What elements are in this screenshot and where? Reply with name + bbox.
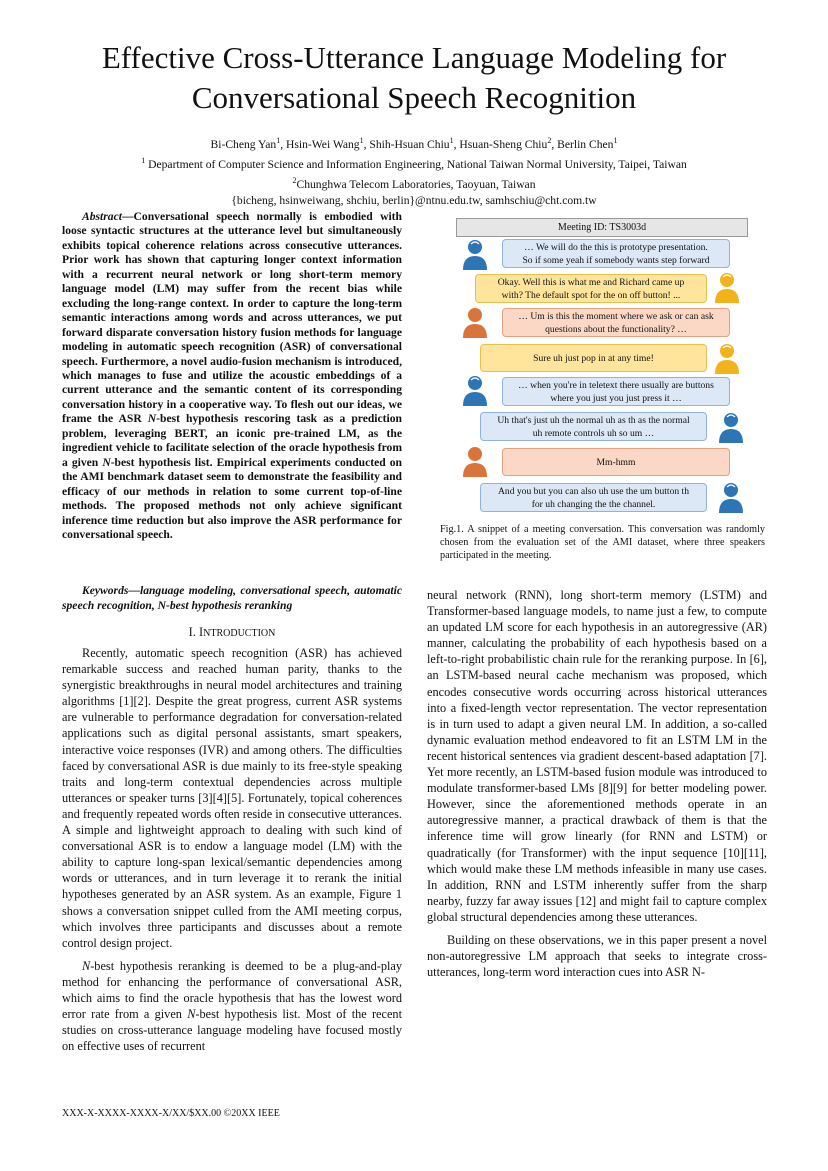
figure-1-conversation: [440, 215, 750, 515]
section-heading-introduction: I. INTRODUCTION: [188, 625, 276, 639]
speaker-yellow-icon: [714, 271, 740, 303]
figure-1-caption: Fig.1. A snippet of a meeting conversation. This conversation was randomly chosen from the evaluation set of the AMI dataset, where three speakers participated in the meeting.: [440, 524, 765, 561]
author-emails: {bicheng, hsinweiwang, shchiu, berlin}@ntnu.edu.tw, samhschiu@cht.com.tw: [231, 193, 597, 207]
intro-paragraph-1: Recently, automatic speech recognition (ASR) has achieved remarkable success and reached human parity, thanks to the synergistic breakthroughs in neural model architectures and training algorithms [1][2]. Despite the great progress, current ASR systems are vulnerable to performance degradation for conversation-related applications such as digital personal assistants, smart speakers, interactive voice responses (IVR) and among others. The difficulties faced by conversational ASR is due mainly to its free-style speaking traits and long-term contextual dependencies across multiple utterances or speaker turns [3][4][5]. Fortunately, topical coherences and frequently repeated words often reside in consecutive utterances. A simple and lightweight approach to dealing with such kind of conversational ASR is to endow a language model (LM) with the ability to capture long-span lexical/semantic dependencies among words or utterances, and in turn leverage it to rerank the initial hypotheses generated by an ASR system. As an example, Figure 1 shows a conversation snippet culled from the AMI meeting corpus, which involves three participants and discusses about a remote control design project.: [62, 646, 402, 950]
intro-paragraph-3: Building on these observations, we in this paper present a novel non-autoregressive LM approach that seeks to integrate cross-utterances, long-term word interaction cues into ASR N-: [427, 932, 767, 980]
utterance-bubble: … Um is this the moment where we ask or can ask questions about the functionality? …: [502, 308, 730, 337]
utterance-bubble: … We will do the this is prototype presentation. So if some yeah if somebody wants step forward: [502, 239, 730, 268]
abstract-label: Abstract: [82, 210, 122, 223]
speaker-blue-icon: [462, 238, 488, 270]
speaker-orange-icon: [462, 306, 488, 338]
meeting-id-box: Meeting ID: TS3003d: [456, 218, 748, 237]
utterance-bubble: Uh that's just uh the normal uh as th as the normal uh remote controls uh so um …: [480, 412, 707, 441]
intro-right-column: [427, 587, 767, 980]
utterance-bubble: Sure uh just pop in at any time!: [480, 344, 707, 372]
speaker-yellow-icon: [714, 342, 740, 374]
author-block: [0, 133, 828, 209]
keywords: Keywords—language modeling, conversational speech, automatic speech recognition, N-best hypothesis reranking: [62, 584, 402, 612]
intro-left-column: [62, 645, 402, 1054]
intro-paragraph-continued: neural network (RNN), long short-term memory (LSTM) and Transformer-based language models, to name just a few, to compute an updated LM score for each hypothesis in an autoregressive (AR) manner, calculating the probability of each hypothesis based on a left-to-right probabilistic chain rule for the reranking purpose. In [6], an LSTM-based neural cache mechanism was proposed, which encodes consecutive words occurring across historical utterances into a fixed-length vector representation. The vector representation is in turn used to adapt a given neural LM. In addition, a so-called dynamic evaluation method endeavored to fit an LSTM LM in the recent historical sentences via gradient descent-based adaptation [7]. Yet more recently, an LSTM-based fusion module was introduced to modulate transformer-based LMs [8][9] for better modeling power. However, since the aforementioned methods operate in an autoregressive manner, a practical drawback of them is that the inference time will grow linearly (for RNN and LSTM) or quadratically (for Transformer) with the input sequence [10][11], which would make these LM methods infeasible in many use cases. In addition, RNN and LSTM inherently suffer from the sharp nearby, fuzzy far away issues [12] and might fail to capture complex global structural dependencies among these utterances.: [427, 588, 767, 924]
utterance-bubble: Mm-hmm: [502, 448, 730, 476]
affiliation-2: $^2$Chunghwa Telecom Laboratories, Taoyuan, Taiwan: [292, 175, 536, 191]
paper-title: [0, 38, 828, 118]
intro-paragraph-2: N-best hypothesis reranking is deemed to be a plug-and-play method for enhancing the performance of conversational ASR, which aims to find the oracle hypothesis that has the lowest word error rate from a given N-best hypothesis list. Most of the recent studies on cross-utterance language modeling have focused mostly on effective uses of recurrent: [62, 958, 402, 1054]
utterance-bubble: … when you're in teletext there usually are buttons where you just you just press it …: [502, 377, 730, 406]
copyright-footer: XXX-X-XXXX-XXXX-X/XX/$XX.00 ©20XX IEEE: [62, 1108, 280, 1119]
speaker-blue-icon: [718, 411, 744, 443]
affiliation-1: $^1$ Department of Computer Science and Information Engineering, National Taiwan Normal University, Taipei, Taiwan: [141, 155, 687, 171]
title-line-1: Effective Cross-Utterance Language Modeling for: [101, 40, 727, 75]
author-names: Bi-Cheng Yan$^1$, Hsin-Wei Wang$^1$, Shih-Hsuan Chiu$^1$, Hsuan-Sheng Chiu$^2$, Berlin Chen$^1$: [210, 136, 618, 151]
utterance-bubble: Okay. Well this is what me and Richard came up with? The default spot for the on off button! ...: [475, 274, 707, 303]
utterance-bubble: And you but you can also uh use the um button th for uh changing the the channel.: [480, 483, 707, 512]
speaker-blue-icon: [462, 374, 488, 406]
speaker-orange-icon: [462, 445, 488, 477]
abstract: Abstract—Conversational speech normally is embodied with loose syntactic structures at the utterance level but simultaneously exhibits topical coherence relations across consecutive utterances. Prior work has shown that capturing longer context information with a recurrent neural network or long short-term memory language model (LM) may suffer from the recent bias while excluding the long-range context. In order to capture the long-term semantic interactions among words and across utterances, we put forward disparate conversation history fusion methods for language modeling in automatic speech recognition (ASR) of conversational speech. Furthermore, a novel audio-fusion mechanism is introduced, which manages to fuse and utilize the acoustic embeddings of a current utterance and the semantic content of its corresponding conversation history in a cooperative way. To flesh out our ideas, we frame the ASR N-best hypothesis rescoring task as a prediction problem, leveraging BERT, an iconic pre-trained LM, as the ingredient vehicle to facilitate selection of the oracle hypothesis from a given N-best hypothesis list. Empirical experiments conducted on the AMI benchmark dataset seem to demonstrate the feasibility and efficacy of our methods in relation to some current top-of-line methods. The proposed methods not only achieve significant inference time reduction but also improve the ASR performance for conversational speech.: [62, 210, 402, 541]
title-line-2: Conversational Speech Recognition: [191, 80, 637, 115]
speaker-blue-icon: [718, 481, 744, 513]
